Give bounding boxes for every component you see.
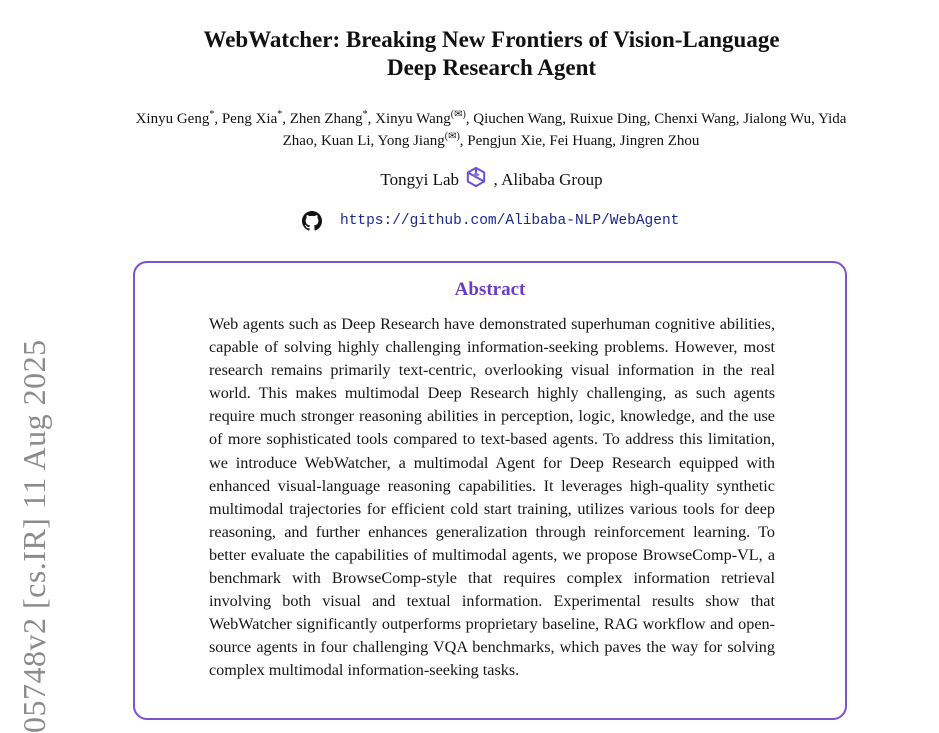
author-mark: (✉) bbox=[444, 131, 460, 142]
arxiv-identifier-stamp: 05748v2 [cs.IR] 11 Aug 2025 bbox=[16, 339, 52, 733]
author-name: Ruixue Ding bbox=[569, 111, 647, 127]
author-name: Yong Jiang bbox=[377, 133, 445, 149]
author-list: Xinyu Geng*, Peng Xia*, Zhen Zhang*, Xinyu Wang(✉), Qiuchen Wang, Ruixue Ding, Chenxi Wang, Jialong Wu, Yida Zhao, Kuan Li, Yong Jiang(✉), Pengjun Xie, Fei Huang, Jingren Zhou bbox=[135, 109, 847, 149]
paper-title-line-2: Deep Research Agent bbox=[386, 55, 597, 80]
author-name: Xinyu Wang bbox=[375, 111, 451, 127]
abstract-heading: Abstract bbox=[454, 279, 526, 300]
author-mark: * bbox=[209, 109, 215, 120]
author-name: Qiuchen Wang bbox=[473, 111, 563, 127]
author-mark: * bbox=[277, 109, 283, 120]
paper-title bbox=[0, 26, 939, 82]
affiliation-line bbox=[0, 167, 939, 191]
tongyi-logo-icon bbox=[465, 167, 487, 187]
author-name: Xinyu Geng bbox=[135, 111, 210, 127]
affiliation-group: , Alibaba Group bbox=[493, 170, 603, 189]
author-name: Chenxi Wang bbox=[654, 111, 736, 127]
author-name: Zhen Zhang bbox=[289, 111, 363, 127]
author-name: Kuan Li bbox=[320, 133, 371, 149]
author-name: Jingren Zhou bbox=[619, 133, 700, 149]
author-mark: * bbox=[362, 109, 368, 120]
author-name: Pengjun Xie bbox=[467, 133, 542, 149]
author-name: Fei Huang bbox=[549, 133, 613, 149]
affiliation-lab: Tongyi Lab bbox=[380, 170, 460, 189]
author-name: Yida Zhao bbox=[282, 111, 847, 149]
author-name: Peng Xia bbox=[221, 111, 278, 127]
repository-url-link[interactable]: https://github.com/Alibaba-NLP/WebAgent bbox=[340, 213, 680, 229]
abstract-box bbox=[133, 261, 847, 720]
abstract-text: Web agents such as Deep Research have demonstrated superhuman cognitive abilities, capable of solving highly challenging information-seeking problems. However, most research remains primarily text-centric, overlooking visual information in the real world. This makes multimodal Deep Research highly challenging, as such agents require much stronger reasoning abilities in perception, logic, knowledge, and the use of more sophisticated tools compared to text-based agents. To address this limitation, we introduce WebWatcher, a multimodal Agent for Deep Research equipped with enhanced visual-language reasoning capabilities. It leverages high-quality synthetic multimodal trajectories for efficient cold start training, utilizes various tools for deep reasoning, and further enhances generalization through reinforcement learning. To better evaluate the capabilities of multimodal agents, we propose BrowseComp-VL, a benchmark with BrowseComp-style that requires complex information retrieval involving both visual and textual information. Experimental results show that WebWatcher significantly outperforms proprietary baseline, RAG workflow and open-source agents in four challenging VQA benchmarks, which paves the way for solving complex multimodal information-seeking tasks. bbox=[209, 315, 775, 680]
github-icon bbox=[302, 211, 322, 231]
author-name: Jialong Wu bbox=[743, 111, 812, 127]
repository-link-row bbox=[302, 210, 679, 232]
paper-title-line-1: WebWatcher: Breaking New Frontiers of Vision-Language bbox=[203, 27, 780, 52]
author-mark: (✉) bbox=[450, 109, 466, 120]
